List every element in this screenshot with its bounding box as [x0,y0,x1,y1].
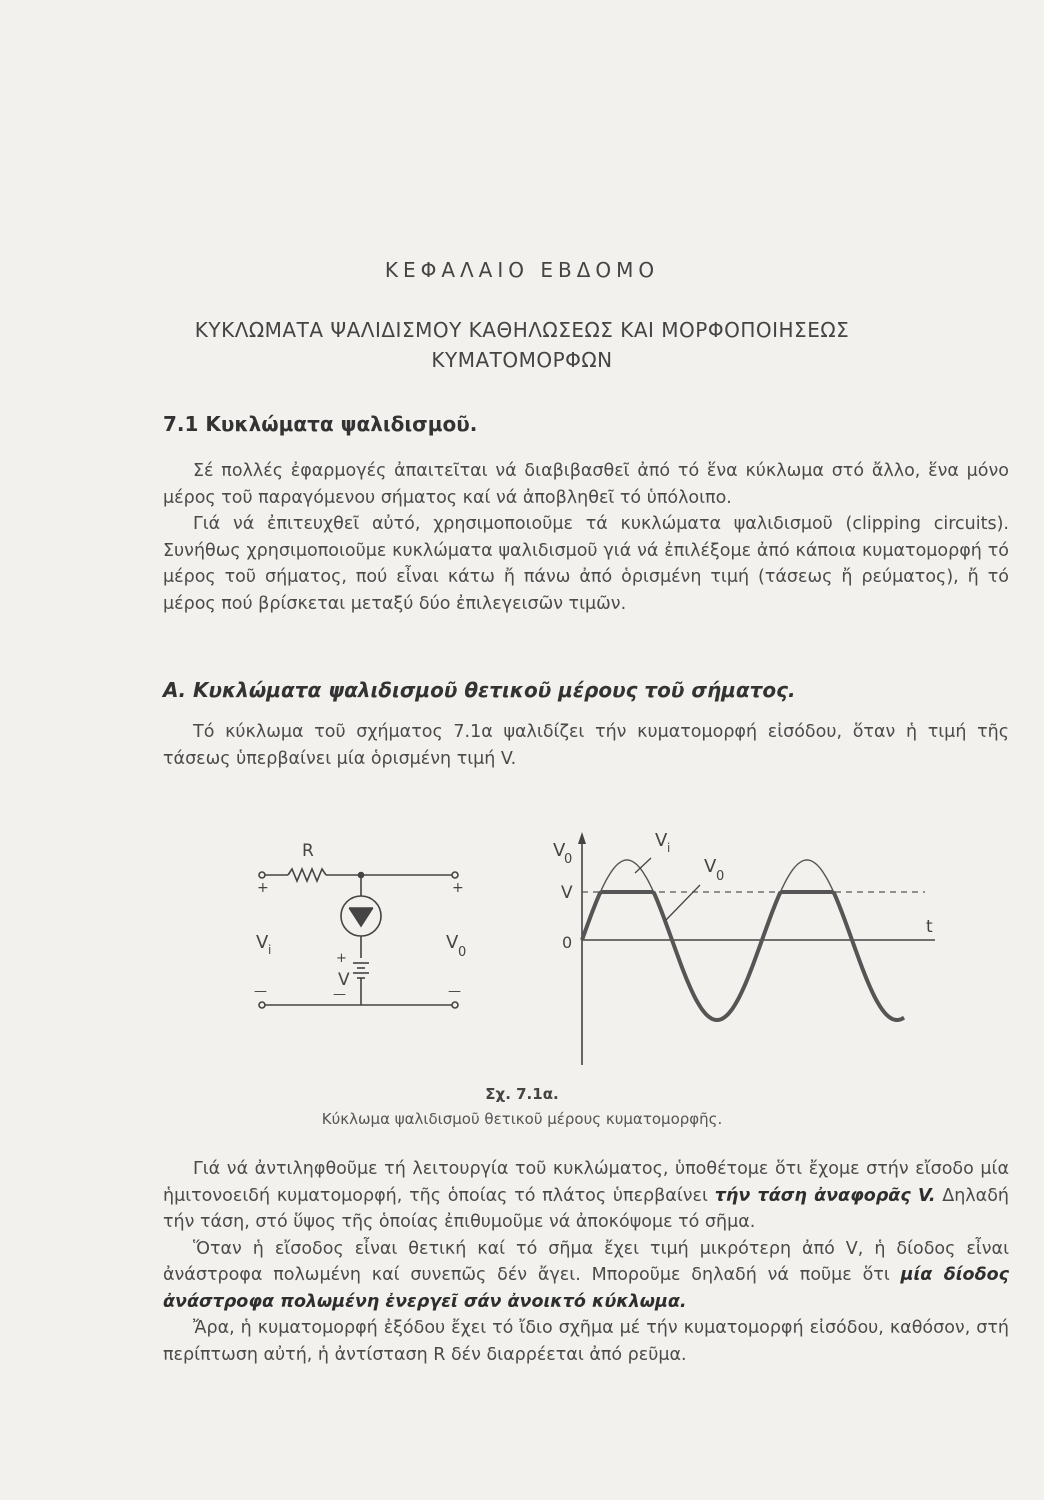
input-plus-sign: + [257,880,269,896]
resistor-label: R [302,841,314,861]
intro-text [163,458,1009,617]
input-terminal-top [259,872,265,878]
zero-label: 0 [562,933,573,952]
output-voltage-label: V [446,932,459,953]
vi-curve-subscript: i [667,841,671,855]
output-terminal-top [452,872,458,878]
plot-y-axis-label: V [553,840,566,861]
body-paragraph-1 [163,1156,1009,1236]
input-voltage-label: V [256,932,269,953]
clip-level-label: V [561,883,573,903]
body-paragraph-2 [163,1236,1009,1316]
figure-caption-number: Σχ. 7.1α. [485,1085,559,1103]
subsection-text-block [163,719,1009,772]
vo-pointer [666,885,700,920]
plot-y-axis-subscript: 0 [564,852,573,867]
vo-curve-label: V [704,856,717,877]
waveform-plot [578,832,935,1065]
figure-7-1a [0,820,1044,1080]
output-waveform [582,892,904,1020]
output-plus-sign: + [452,880,464,896]
body-text [163,1156,1009,1368]
battery-voltage-label: V [338,970,350,990]
subsection-paragraph: Τό κύκλωμα τοῦ σχήματος 7.1α ψαλιδίζει τήν κυματομορφή εἰσόδου, ὅταν ἡ τιμή τῆς τάσεως ὑπερβαίνει μία ὁρισμένη τιμή V. [163,722,1009,769]
input-terminal-bottom [259,1002,265,1008]
vi-curve-label: V [655,830,668,851]
battery-minus-sign: — [333,987,346,1002]
chapter-title-line2: ΚΥΜΑΤΟΜΟΡΦΩΝ [431,348,613,372]
intro-paragraph-2: Γιά νά ἐπιτευχθεῖ αὐτό, χρησιμοποιοῦμε τά κυκλώματα ψαλιδισμοῦ (clipping circuits). Συνήθως χρησιμοποιοῦμε κυκλώματα ψαλιδισμοῦ γιά νά ἐπιλέξομε ἀπό κάποια κυματομορφή τό μέρος τοῦ σήματος, πού εἶναι κάτω ἤ πάνω ἀπό ὁρισμένη τιμή (τάσεως ἤ ρεύματος), ἤ τό μέρος πού βρίσκεται μεταξύ δύο ἐπιλεγεισῶν τιμῶν. [163,514,1009,614]
body-p1-emphasis: τήν τάση ἀναφορᾶς V. [714,1185,936,1206]
body-paragraph-3: Ἄρα, ἡ κυματομορφή ἐξόδου ἔχει τό ἴδιο σχῆμα μέ τήν κυματομορφή εἰσόδου, καθόσον, στή περίπτωση αὐτή, ἡ ἀντίσταση R δέν διαρρέεται ἀπό ρεῦμα. [163,1318,1009,1365]
output-terminal-bottom [452,1002,458,1008]
y-axis-arrow-icon [578,832,586,844]
body-p1-end: Δηλαδή τήν τάση, στό ὕψος τῆς ὁποίας ἐπιθυμοῦμε νά ἀποκόψομε τό σῆμα. [163,1185,1009,1232]
body-p2-text: Ὅταν ἡ εἴσοδος εἶναι θετική καί τό σῆμα ἔχει τιμή μικρότερη ἀπό V, ἡ δίοδος εἶναι ἀνάστροφα πολωμένη καί συνεπῶς δέν ἄγει. Μποροῦμε δηλαδή νά ποῦμε ὅτι [163,1238,1009,1285]
output-minus-sign: — [448,984,461,999]
figure-caption-text: Κύκλωμα ψαλιδισμοῦ θετικοῦ μέρους κυματομορφῆς. [321,1110,723,1128]
time-axis-label: t [926,917,933,937]
body-p1-text: Γιά νά ἀντιληφθοῦμε τή λειτουργία τοῦ κυκλώματος, ὑποθέτομε ὅτι ἔχομε στήν εἴσοδο μία ἡμιτονοειδή κυματομορφή, τῆς ὁποίας τό πλάτος ὑπερβαίνει [163,1159,1009,1206]
input-voltage-subscript: i [268,943,272,957]
input-minus-sign: — [254,984,267,999]
intro-paragraph-1: Σέ πολλές ἐφαρμογές ἀπαιτεῖται νά διαβιβασθεῖ ἀπό τό ἕνα κύκλωμα στό ἄλλο, ἕνα μόνο μέρος τοῦ παραγόμενου σήματος καί νά ἀποβληθεῖ τό ὑπόλοιπο. [163,461,1009,508]
subsection-heading: Α. Κυκλώματα ψαλιδισμοῦ θετικοῦ μέρους τοῦ σήματος. [163,678,796,702]
battery-plus-sign: + [336,951,347,966]
output-voltage-subscript: 0 [458,945,467,960]
clipping-circuit [259,869,458,1008]
chapter-label: ΚΕΦΑΛΑΙΟ ΕΒΔΟΜΟ [384,258,660,282]
section-heading: 7.1 Κυκλώματα ψαλιδισμοῦ. [163,412,478,436]
vo-curve-subscript: 0 [716,869,725,884]
chapter-title-line1: ΚΥΚΛΩΜΑΤΑ ΨΑΛΙΔΙΣΜΟΥ ΚΑΘΗΛΩΣΕΩΣ ΚΑΙ ΜΟΡΦΟΠΟΙΗΣΕΩΣ [194,318,850,342]
body-p2-emphasis: μία δίοδος ἀνάστροφα πολωμένη ἐνεργεῖ σάν ἀνοικτό κύκλωμα. [163,1265,1009,1312]
resistor [288,869,326,881]
